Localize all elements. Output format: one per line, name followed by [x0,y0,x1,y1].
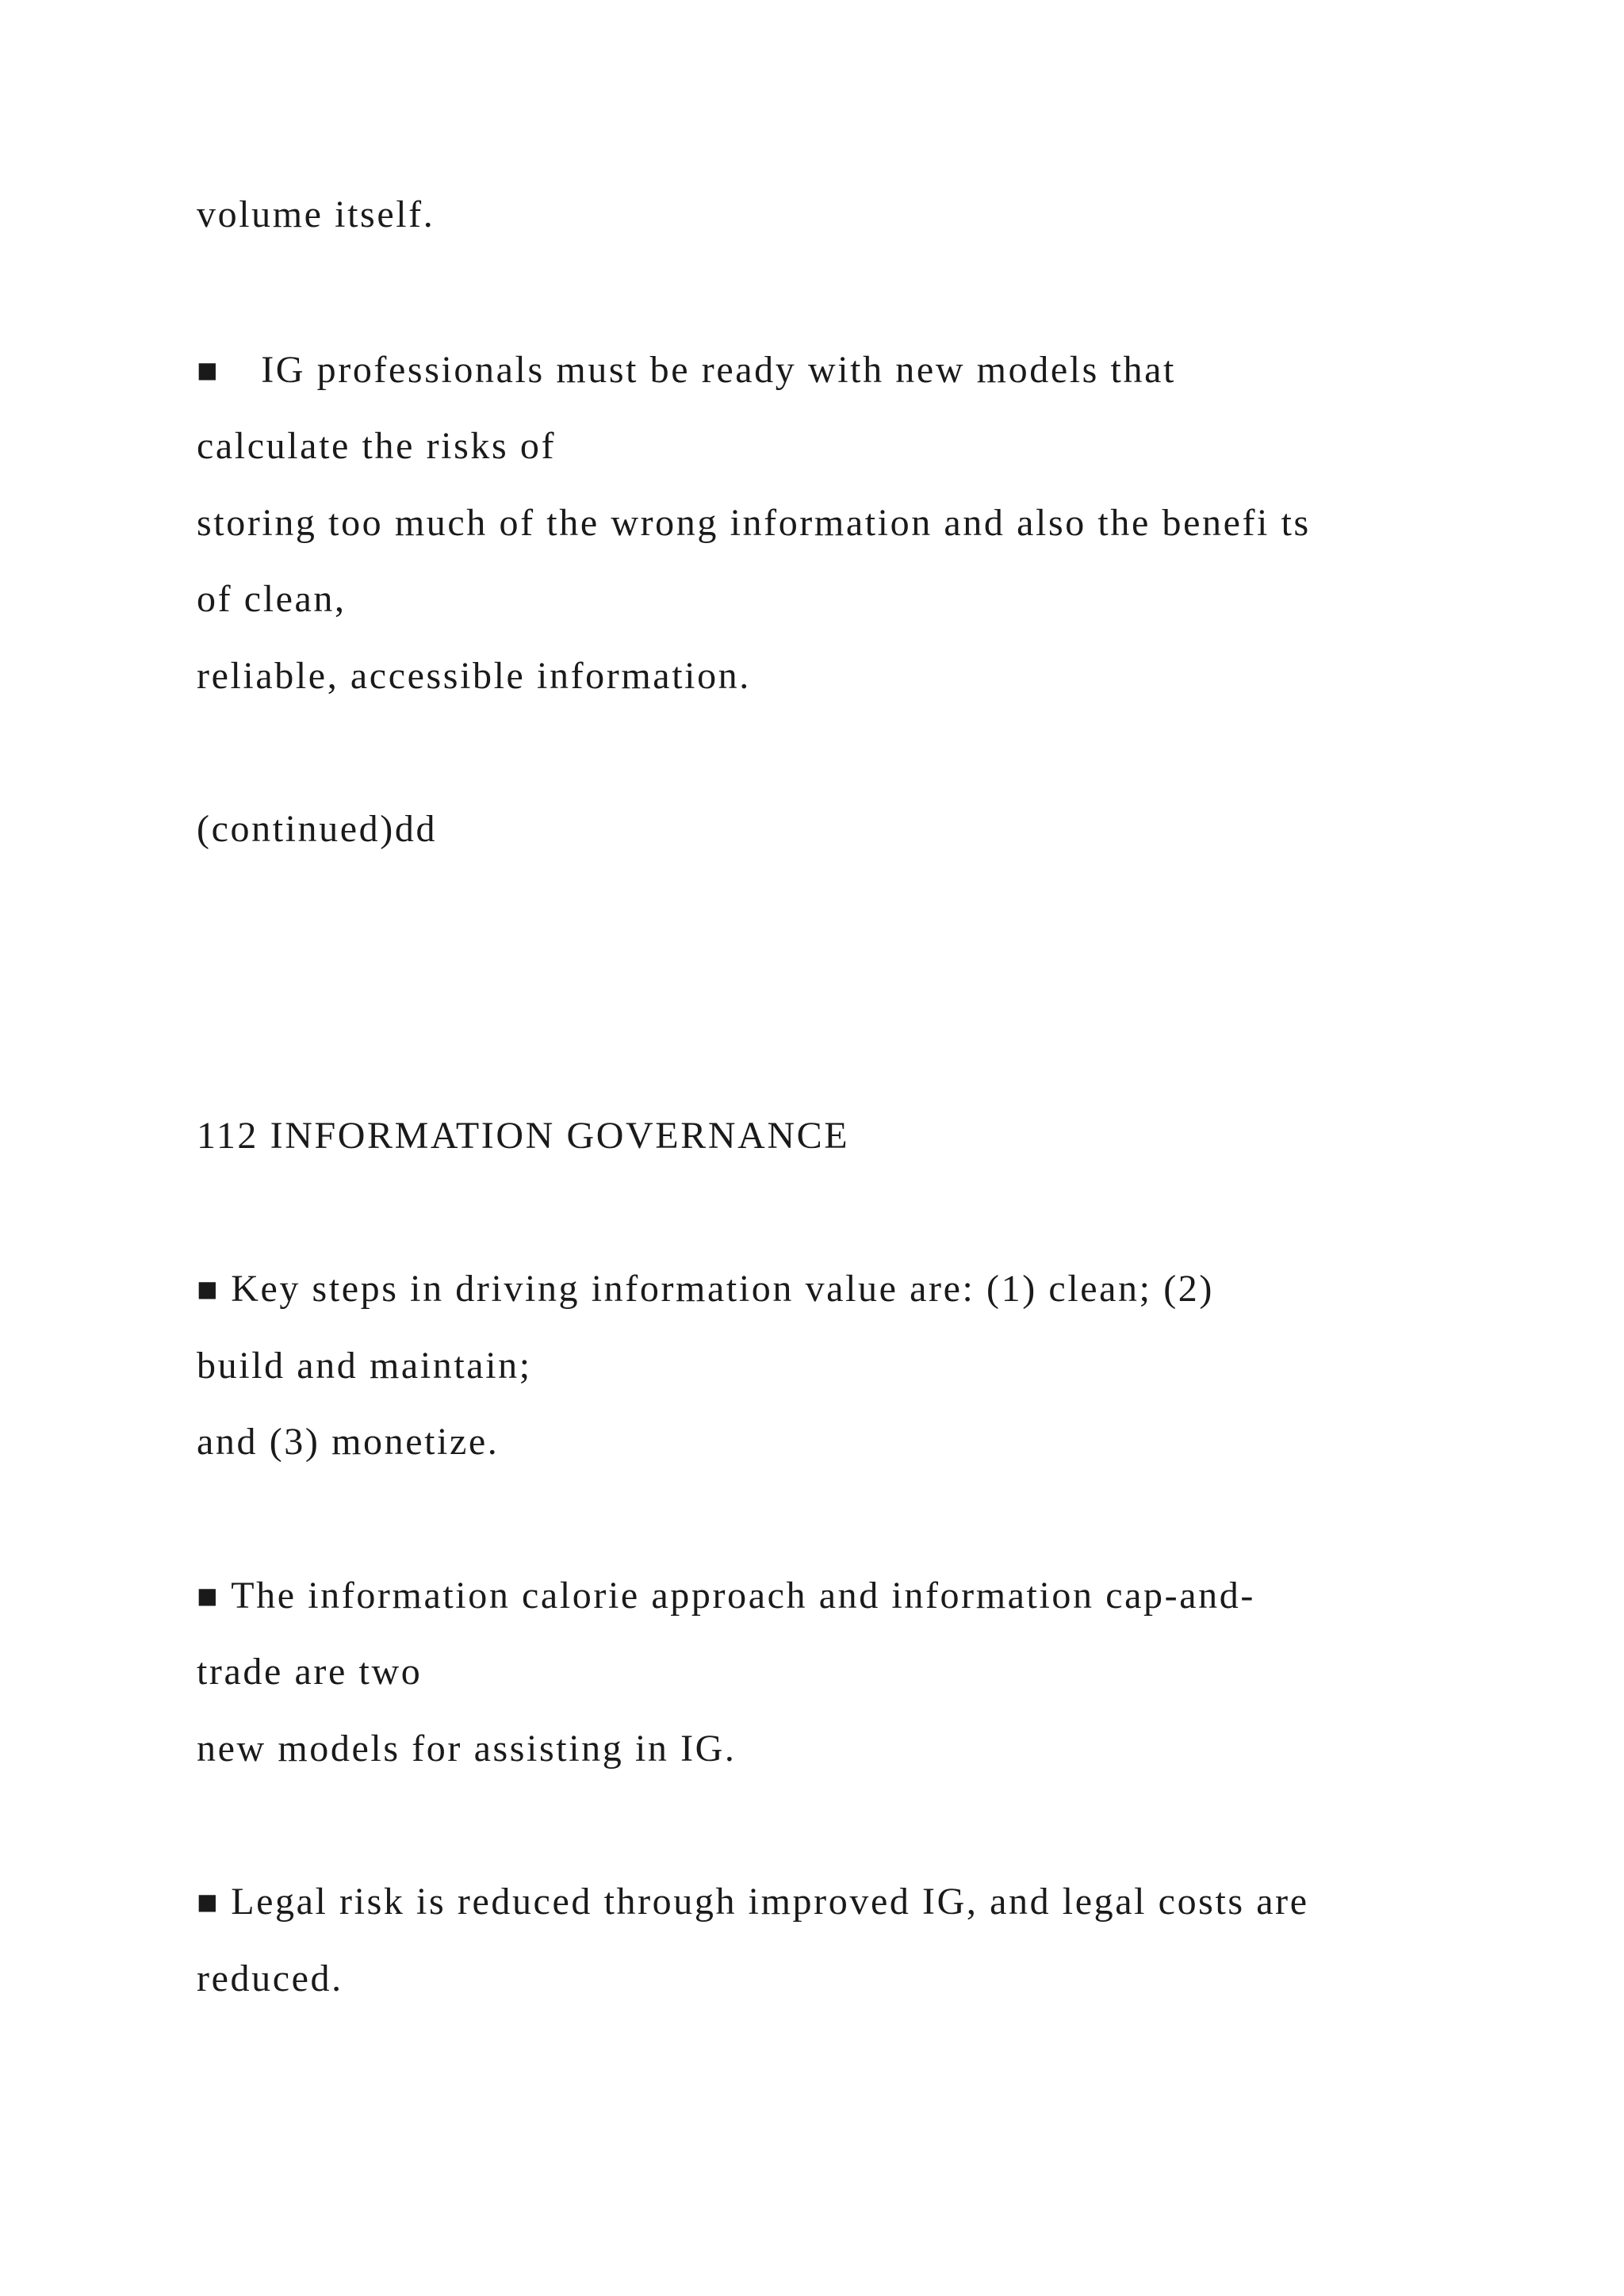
bullet-item-1-line-3: storing too much of the wrong information and also the benefi ts [197,502,1311,544]
bullet-icon: ■ [197,1883,220,1922]
continuation-text: volume itself. [197,193,435,235]
bullet-icon: ■ [197,1270,220,1309]
bullet-item-1-line-2: calculate the risks of [197,425,557,467]
bullet-item-2-line-1: ■ Key steps in driving information value are: (1) clean; (2) [197,1268,1214,1310]
running-header: 112 INFORMATION GOVERNANCE [197,1115,850,1157]
bullet-item-2-line-2: build and maintain; [197,1345,532,1387]
bullet-icon: ■ [197,1577,220,1616]
document-page [197,0,1513,2296]
bullet-item-1-line-1: ■ IG professionals must be ready with new models that [197,349,1176,391]
bullet-item-4-line-2: reduced. [197,1957,343,1999]
bullet-item-3-line-2: trade are two [197,1651,423,1693]
bullet-item-1-line-5: reliable, accessible information. [197,655,751,697]
bullet-item-4-line-1: ■ Legal risk is reduced through improved IG, and legal costs are [197,1881,1309,1923]
continued-marker: (continued)dd [197,808,438,850]
bullet-item-3-line-3: new models for assisting in IG. [197,1728,737,1770]
bullet-item-1-line-4: of clean, [197,578,347,620]
bullet-icon: ■ [197,351,220,390]
bullet-item-2-line-3: and (3) monetize. [197,1421,500,1463]
bullet-item-3-line-1: ■ The information calorie approach and information cap-and- [197,1575,1255,1617]
